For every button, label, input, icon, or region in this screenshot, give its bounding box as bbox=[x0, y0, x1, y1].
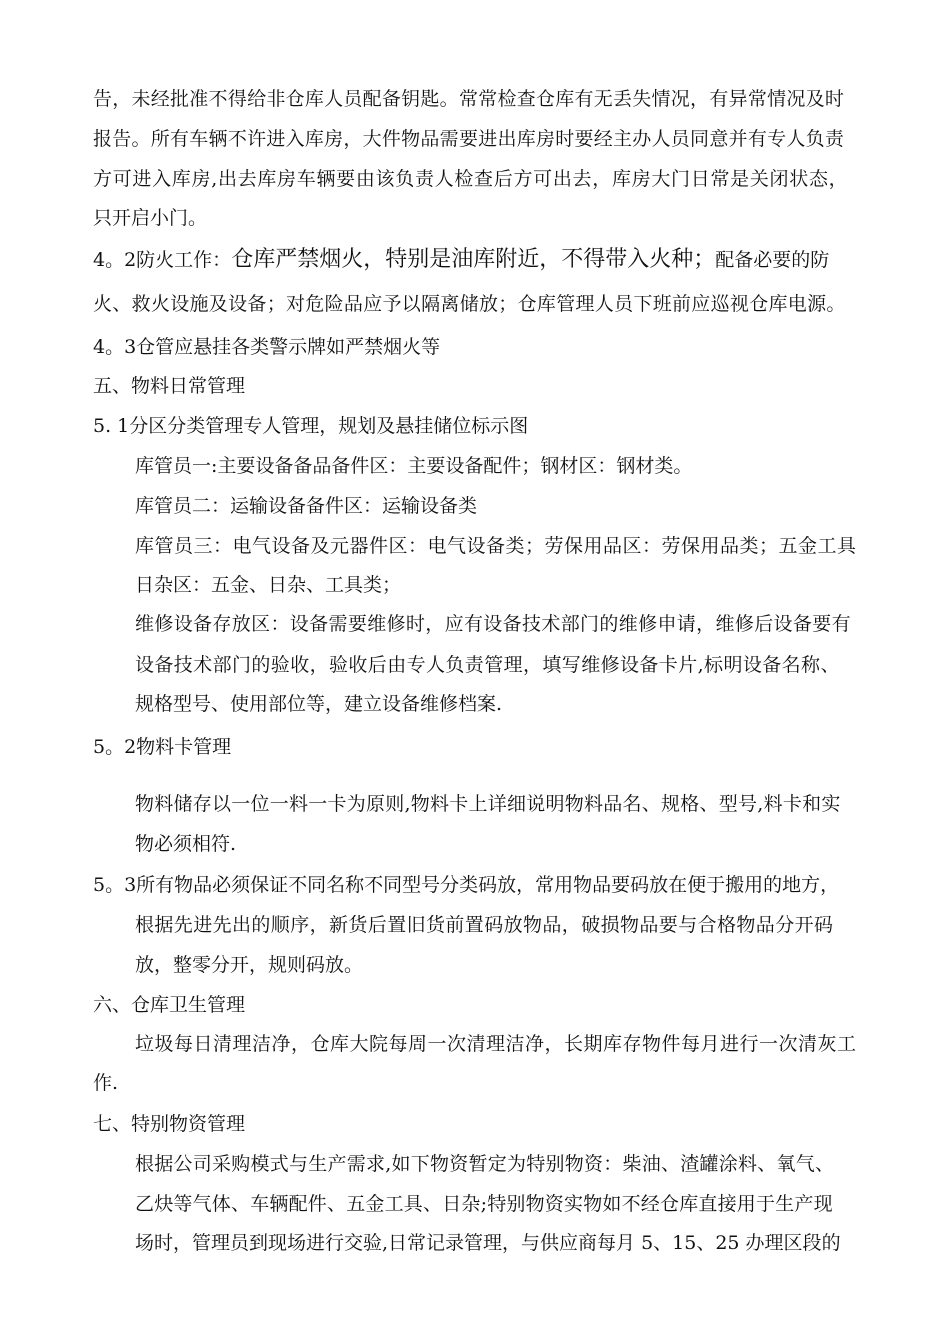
section-heading: 5. 1分区分类管理专人管理，规划及悬挂储位标示图 bbox=[93, 415, 529, 437]
paragraph-line: 报告。所有车辆不许进入库房，大件物品需要进出库房时要经主办人员同意并有专人负责 bbox=[93, 128, 845, 150]
paragraph-line: 乙炔等气体、车辆配件、五金工具、日杂;特别物资实物如不经仓库直接用于生产现 bbox=[135, 1193, 833, 1215]
paragraph-line: 方可进入库房,出去库房车辆要由该负责人检查后方可出去，库房大门日常是关闭状态， bbox=[93, 168, 849, 190]
paragraph-line: 场时，管理员到现场进行交验,日常记录管理，与供应商每月 5、15、25 办理区段的 bbox=[135, 1232, 841, 1254]
paragraph-line: 维修设备存放区：设备需要维修时，应有设备技术部门的维修申请，维修后设备要有 bbox=[135, 613, 851, 635]
keeper-2-line: 库管员二：运输设备备件区：运输设备类 bbox=[135, 495, 478, 517]
keeper-3-line: 日杂区：五金、日杂、工具类； bbox=[135, 574, 402, 596]
paragraph-line: 规格型号、使用部位等，建立设备维修档案. bbox=[135, 693, 503, 715]
keeper-3-line: 库管员三：电气设备及元器件区：电气设备类；劳保用品区：劳保用品类；五金工具 bbox=[135, 535, 857, 557]
paragraph-line: 作. bbox=[93, 1072, 119, 1094]
paragraph-line: 垃圾每日清理洁净，仓库大院每周一次清理洁净，长期库存物件每月进行一次清灰工 bbox=[135, 1033, 857, 1055]
paragraph-line: 火、救火设施及设备；对危险品应予以隔离储放；仓库管理人员下班前应巡视仓库电源。 bbox=[93, 293, 846, 315]
section-heading: 5。3所有物品必须保证不同名称不同型号分类码放，常用物品要码放在便于搬用的地方， bbox=[93, 874, 840, 896]
paragraph-line: 告，未经批准不得给非仓库人员配备钥匙。常常检查仓库有无丢失情况，有异常情况及时 bbox=[93, 88, 845, 110]
section-heading: 5。2物料卡管理 bbox=[93, 736, 232, 758]
paragraph-line: 根据先进先出的顺序，新货后置旧货前置码放物品，破损物品要与合格物品分开码 bbox=[135, 914, 834, 936]
chapter-heading: 七、特别物资管理 bbox=[93, 1113, 246, 1135]
paragraph-line: 物料储存以一位一料一卡为原则,物料卡上详细说明物料品名、规格、型号,料卡和实 bbox=[135, 793, 841, 815]
section-number: 4。2防火工作： bbox=[93, 249, 232, 271]
emphasized-text: 仓库严禁烟火，特别是油库附近，不得带入火种； bbox=[231, 247, 716, 272]
paragraph-line: 设备技术部门的验收，验收后由专人负责管理，填写维修设备卡片,标明设备名称、 bbox=[135, 654, 840, 676]
paragraph-line: 只开启小门。 bbox=[93, 207, 208, 229]
section-heading: 4。3仓管应悬挂各类警示牌如严禁烟火等 bbox=[93, 336, 441, 358]
paragraph-line: 物必须相符. bbox=[135, 833, 237, 855]
keeper-1-line: 库管员一:主要设备备品备件区：主要设备配件；钢材区：钢材类。 bbox=[135, 455, 693, 477]
fire-prevention-line bbox=[93, 248, 829, 272]
chapter-heading: 五、物料日常管理 bbox=[93, 375, 246, 397]
chapter-heading: 六、仓库卫生管理 bbox=[93, 994, 246, 1016]
paragraph-line: 放，整零分开，规则码放。 bbox=[135, 954, 364, 976]
paragraph-line: 根据公司采购模式与生产需求,如下物资暂定为特别物资：柴油、渣罐涂料、氧气、 bbox=[135, 1153, 835, 1175]
paragraph-text: 配备必要的防 bbox=[715, 249, 830, 271]
